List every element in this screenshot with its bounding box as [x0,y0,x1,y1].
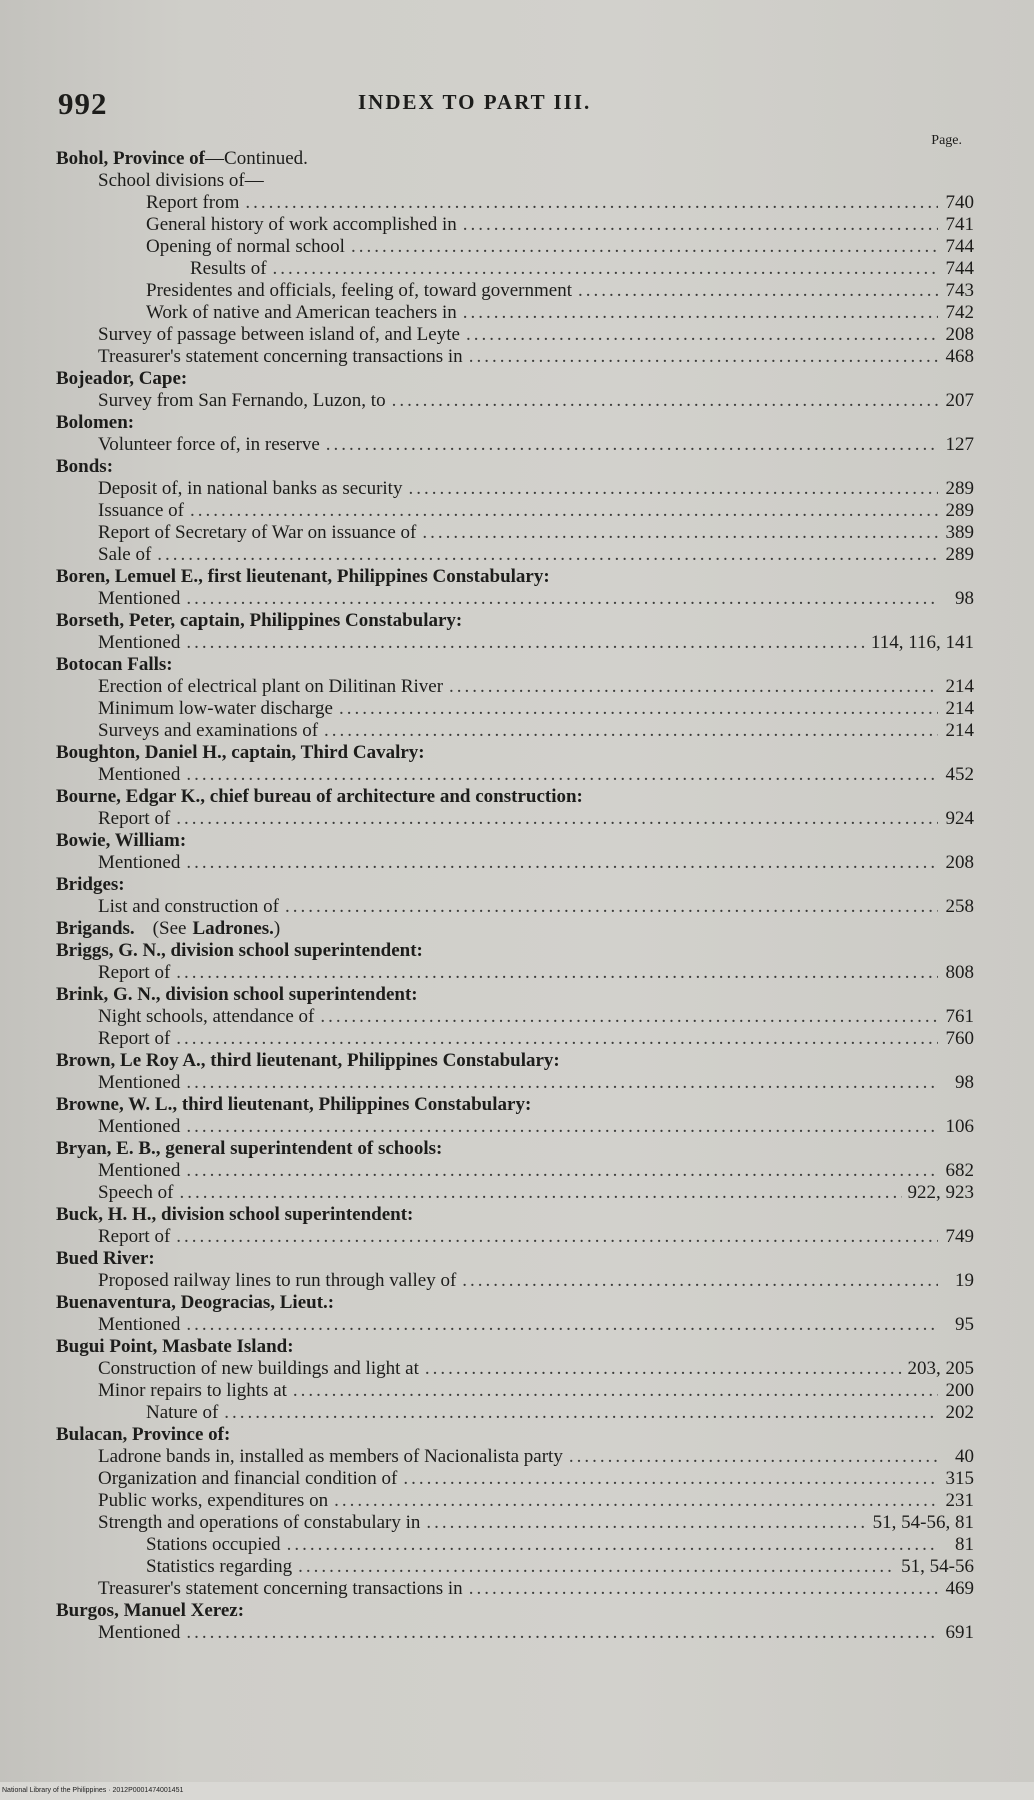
subentry-text: Proposed railway lines to run through valley of [98,1270,457,1291]
dot-leader [463,302,938,324]
page-reference: 207 [945,390,974,411]
subentry-text: Report of [98,1226,171,1247]
scan-credit: National Library of the Philippines · 2012P0001474001451 [2,1787,184,1794]
subentry-line [56,1468,974,1490]
subentry-line [56,522,974,544]
entry-heading-text: Brigands. [56,918,135,939]
page-reference: 389 [945,522,974,543]
page-reference: 214 [945,676,974,697]
index-entry [56,368,974,412]
entry-heading [56,610,974,632]
index-entry [56,1204,974,1248]
dot-leader [186,764,938,786]
entry-heading [56,1292,974,1314]
entry-heading-text: Boughton, Daniel H., captain, Third Cavalry: [56,742,425,763]
subentry-text: Minor repairs to lights at [98,1380,287,1401]
subentry-line [56,1028,974,1050]
subentry-text: Statistics regarding [146,1556,293,1577]
subentry-text: Opening of normal school [146,236,345,257]
subentry-text: Deposit of, in national banks as security [98,478,403,499]
subentry-text: Construction of new buildings and light at [98,1358,419,1379]
index-entry [56,1138,974,1204]
subentry-line [56,1314,974,1336]
subentry-text: Report of [98,808,171,829]
dot-leader [224,1402,938,1424]
dot-leader [176,808,938,830]
entry-heading [56,830,974,852]
page-reference: 744 [945,236,974,257]
subentry-line [56,1182,974,1204]
page-reference: 924 [945,808,974,829]
subentry-line [56,1578,974,1600]
see-suffix: ) [273,918,281,939]
see-target: Ladrones. [192,918,274,939]
page-reference: 98 [955,1072,974,1093]
entry-heading [56,940,974,962]
subentry-line [56,478,974,500]
index-entry [56,786,974,830]
subentry-text: Mentioned [98,1116,181,1137]
subentry-text: Volunteer force of, in reserve [98,434,320,455]
page-reference: 740 [945,192,974,213]
dot-leader [186,852,938,874]
dot-leader [186,632,865,654]
subentry-line [56,1358,974,1380]
page-reference: 208 [945,852,974,873]
subentry-line [56,588,974,610]
subentry-line [56,632,974,654]
subentry-line [56,808,974,830]
subentry-text: Report of [98,962,171,983]
page-reference: 468 [945,346,974,367]
subentry-line [56,214,974,236]
subentry-text: Mentioned [98,1622,181,1643]
dot-leader [273,258,938,280]
subentry-line [56,896,974,918]
dot-leader [287,1534,938,1556]
subentry-text: Presidentes and officials, feeling of, toward government [146,280,572,301]
subentry-text: Speech of [98,1182,174,1203]
entry-heading-text: Brink, G. N., division school superintendent: [56,984,418,1005]
index-entry [56,654,974,742]
subentry-text: Results of [190,258,267,279]
dot-leader [176,1226,938,1248]
dot-leader [403,1468,938,1490]
subentry-text: Report of Secretary of War on issuance of [98,522,417,543]
dot-leader [326,434,938,456]
entry-heading [56,874,974,896]
continued-note: —Continued. [205,148,308,169]
subentry-line [56,500,974,522]
index-entry [56,566,974,610]
cross-reference [153,918,281,939]
index-entry [56,874,974,918]
entry-heading-text: Botocan Falls: [56,654,173,675]
page-reference: 95 [955,1314,974,1335]
dot-leader [324,720,938,742]
entry-heading-text: Bugui Point, Masbate Island: [56,1336,294,1357]
page-reference: 127 [945,434,974,455]
entry-heading-text: Bourne, Edgar K., chief bureau of architecture and construction: [56,786,583,807]
page-reference: 200 [945,1380,974,1401]
entry-heading-text: Bohol, Province of [56,148,206,169]
subentry-line [56,346,974,368]
subentry-text: General history of work accomplished in [146,214,457,235]
subentry-line [56,192,974,214]
entry-heading [56,566,974,588]
subentry-line [56,236,974,258]
dot-leader [392,390,938,412]
page-reference: 452 [945,764,974,785]
entry-heading-text: Briggs, G. N., division school superintendent: [56,940,423,961]
entry-heading [56,1138,974,1160]
dot-leader [449,676,938,698]
entry-heading [56,1336,974,1358]
dot-leader [186,1072,938,1094]
index-entry [56,940,974,984]
entry-heading-text: Buenaventura, Deogracias, Lieut.: [56,1292,335,1313]
subentry-text: List and construction of [98,896,279,917]
dot-leader [298,1556,895,1578]
subentry-text: Survey from San Fernando, Luzon, to [98,390,386,411]
entry-heading [56,1424,974,1446]
page-reference: 258 [945,896,974,917]
index-entry [56,1600,974,1644]
dot-leader [469,346,938,368]
subentry-line [56,1556,974,1578]
subentry-text: Treasurer's statement concerning transactions in [98,346,463,367]
dot-leader [179,1182,901,1204]
subentry-line [56,1116,974,1138]
subentry-line [56,1512,974,1534]
subentry-line [56,1160,974,1182]
entry-heading-text: Bowie, William: [56,830,187,851]
page-reference: 315 [945,1468,974,1489]
dot-leader [176,1028,938,1050]
subentry-line [56,1072,974,1094]
entry-heading-text: Bued River: [56,1248,155,1269]
dot-leader [186,1116,938,1138]
dot-leader [186,1622,938,1644]
entry-heading [56,412,974,434]
index-entry [56,830,974,874]
subentry-line [56,302,974,324]
page-reference: 742 [945,302,974,323]
dot-leader [466,324,938,346]
dot-leader [293,1380,938,1402]
page-reference: 289 [945,478,974,499]
index-entry [56,1424,974,1600]
page-number: 992 [58,86,108,121]
subentry-text: Issuance of [98,500,184,521]
subentry-line [56,720,974,742]
page-reference: 231 [945,1490,974,1511]
entry-heading-text: Boren, Lemuel E., first lieutenant, Philippines Constabulary: [56,566,550,587]
index-entry [56,1050,974,1094]
dot-leader [190,500,938,522]
dot-leader [320,1006,938,1028]
entry-heading-text: Bolomen: [56,412,135,433]
dot-leader [569,1446,938,1468]
subentry-text: Report of [98,1028,171,1049]
page-reference: 744 [945,258,974,279]
dot-leader [245,192,938,214]
subentry-line [56,324,974,346]
dot-leader [425,1358,902,1380]
dot-leader [422,522,938,544]
dot-leader [176,962,938,984]
subentry-line [56,544,974,566]
page-reference: 208 [945,324,974,345]
subentry-line [56,258,974,280]
subentry-text: Public works, expenditures on [98,1490,329,1511]
page-reference: 289 [945,544,974,565]
subentry-group-label: School divisions of— [98,170,264,191]
subentry-text: Sale of [98,544,152,565]
dot-leader [408,478,938,500]
index-entries [56,148,974,1644]
subentry-line [56,1270,974,1292]
entry-heading-text: Buck, H. H., division school superintendent: [56,1204,414,1225]
subentry-text: Survey of passage between island of, and Leyte [98,324,460,345]
entry-heading [56,1248,974,1270]
page-reference: 749 [945,1226,974,1247]
subentry-text: Mentioned [98,1314,181,1335]
dot-leader [463,214,938,236]
entry-heading-text: Bulacan, Province of: [56,1424,231,1445]
page-reference: 214 [945,720,974,741]
subentry-line [56,434,974,456]
subentry-line [56,1534,974,1556]
entry-heading [56,654,974,676]
dot-leader [462,1270,938,1292]
entry-heading-text: Bonds: [56,456,114,477]
index-entry [56,1094,974,1138]
subentry-line [56,1226,974,1248]
index-entry [56,918,974,940]
page-reference: 203, 205 [907,1358,974,1379]
entry-heading-text: Burgos, Manuel Xerez: [56,1600,245,1621]
dot-leader [469,1578,938,1600]
page-reference: 743 [945,280,974,301]
subentry-text: Mentioned [98,852,181,873]
entry-heading [56,1094,974,1116]
running-title: INDEX TO PART III. [358,90,592,114]
subentry-text: Erection of electrical plant on Dilitinan River [98,676,444,697]
index-entry [56,1248,974,1292]
entry-heading-text: Borseth, Peter, captain, Philippines Constabulary: [56,610,463,631]
entry-heading [56,368,974,390]
entry-heading-text: Bojeador, Cape: [56,368,188,389]
subentry-text: Mentioned [98,1072,181,1093]
subentry-line [56,390,974,412]
subentry-text: Mentioned [98,1160,181,1181]
entry-heading-text: Bridges: [56,874,125,895]
subentry-line [56,1446,974,1468]
dot-leader [157,544,938,566]
subentry-text: Mentioned [98,764,181,785]
page-reference: 808 [945,962,974,983]
subentry-line [56,1380,974,1402]
subentry-line [56,1490,974,1512]
subentry-text: Mentioned [98,588,181,609]
page-reference: 214 [945,698,974,719]
entry-heading [56,456,974,478]
page-reference: 98 [955,588,974,609]
dot-leader [426,1512,866,1534]
subentry-text: Strength and operations of constabulary in [98,1512,421,1533]
entry-heading [56,918,974,940]
page-reference: 114, 116, 141 [870,632,974,653]
subentry-text: Treasurer's statement concerning transactions in [98,1578,463,1599]
entry-heading [56,1050,974,1072]
index-entry [56,412,974,456]
page-reference: 19 [955,1270,974,1291]
subentry-line [56,764,974,786]
page-header [58,86,978,126]
subentry-line [56,962,974,984]
entry-heading [56,1600,974,1622]
page-reference: 691 [945,1622,974,1643]
index-entry [56,148,974,368]
subentry-text: Stations occupied [146,1534,281,1555]
entry-heading [56,1204,974,1226]
entry-heading [56,984,974,1006]
subentry-text: Mentioned [98,632,181,653]
index-entry [56,1292,974,1336]
page-reference: 81 [955,1534,974,1555]
subentry-text: Night schools, attendance of [98,1006,315,1027]
dot-leader [578,280,938,302]
see-prefix: (See [152,918,187,939]
dot-leader [351,236,938,258]
subentry-text: Minimum low-water discharge [98,698,333,719]
page-reference: 51, 54-56 [901,1556,974,1577]
subentry-text: Surveys and examinations of [98,720,319,741]
dot-leader [186,1160,938,1182]
subentry-line [56,676,974,698]
index-entry [56,984,974,1050]
index-entry [56,742,974,786]
subentry-text: Ladrone bands in, installed as members of Nacionalista party [98,1446,563,1467]
entry-heading [56,786,974,808]
page-reference: 40 [955,1446,974,1467]
entry-heading-text: Brown, Le Roy A., third lieutenant, Philippines Constabulary: [56,1050,560,1071]
dot-leader [334,1490,938,1512]
page-reference: 289 [945,500,974,521]
page-reference: 682 [945,1160,974,1181]
index-entry [56,1336,974,1424]
subentry-line [56,1622,974,1644]
subentry-line [56,698,974,720]
entry-heading-text: Bryan, E. B., general superintendent of schools: [56,1138,443,1159]
entry-heading [56,742,974,764]
subentry-text: Organization and financial condition of [98,1468,398,1489]
dot-leader [186,1314,938,1336]
page-reference: 106 [945,1116,974,1137]
page-reference: 202 [945,1402,974,1423]
page-reference: 922, 923 [907,1182,974,1203]
subentry-line [56,1402,974,1424]
page-reference: 741 [945,214,974,235]
subentry-line [56,280,974,302]
subentry-text: Report from [146,192,240,213]
entry-heading [56,148,974,170]
page-reference: 760 [945,1028,974,1049]
page-column-label: Page. [931,133,962,148]
subentry-line [56,1006,974,1028]
subentry-text: Work of native and American teachers in [146,302,457,323]
dot-leader [285,896,938,918]
index-entry [56,610,974,654]
subentry-line [56,852,974,874]
page-reference: 761 [945,1006,974,1027]
index-entry [56,456,974,566]
dot-leader [186,588,938,610]
dot-leader [339,698,938,720]
page-reference: 469 [945,1578,974,1599]
subentry-text: Nature of [146,1402,219,1423]
page-reference: 51, 54-56, 81 [872,1512,974,1533]
entry-heading-text: Browne, W. L., third lieutenant, Philippines Constabulary: [56,1094,532,1115]
